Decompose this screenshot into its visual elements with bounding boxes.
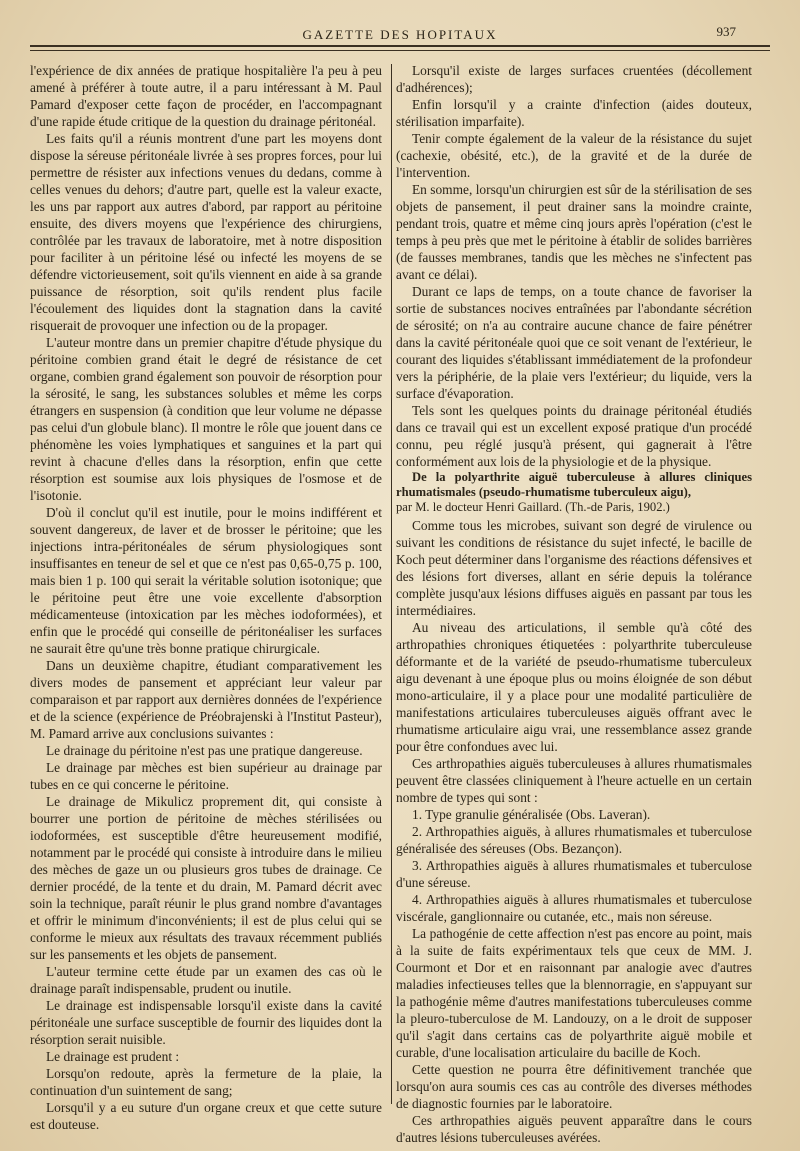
page-header [30,24,770,46]
page-number: 937 [716,24,736,39]
article-title: De la polyarthrite aiguë tuberculeuse à allures cliniques rhumatismales (pseudo-rhumatisme tuberculeux aigu), [396,470,752,499]
header-rule-thin [30,50,770,51]
column-divider [391,64,392,1104]
paragraph: Le drainage est indispensable lorsqu'il existe dans la cavité péritonéale une surface susceptible de fournir des liquides dont la résorption serait nuisible. [30,998,382,1047]
paragraph: Lorsqu'on redoute, après la fermeture de la plaie, la continuation d'un suintement de sang; [30,1066,382,1098]
paragraph: Comme tous les microbes, suivant son degré de virulence ou suivant les conditions de résistance du sujet infecté, le bacille de Koch peut déterminer dans l'organisme des réactions défensives et des lésions fort diverses, allant en série depuis la tolérance complète jusqu'aux lésions diffuses aiguës en passant par tous les intermédiaires. [396,518,752,618]
list-item: 4. Arthropathies aiguës à allures rhumatismales et tuberculose viscérale, ganglionnaire ou cutanée, etc., mais non séreuse. [396,892,752,924]
paragraph: Le drainage est prudent : [46,1049,180,1064]
paragraph: Cette question ne pourra être définitivement tranchée que lorsqu'on aura soumis ces cas au contrôle des diverses méthodes de diagnostic fournies par le laboratoire. [396,1062,752,1111]
list-item: 2. Arthropathies aiguës, à allures rhumatismales et tuberculose généralisée des séreuses (Obs. Bezançon). [396,824,752,856]
paragraph: Dans un deuxième chapitre, étudiant comparativement les divers modes de pansement et appréciant leur valeur par comparaison et par rapport aux dernières données de l'expérience et de la science (expérience de Préobrajenski à l'Institut Pasteur), M. Pamard arrive aux conclusions suivantes : [30,658,382,741]
paragraph: Ces arthropathies aiguës tuberculeuses à allures rhumatismales peuvent être classées cliniquement à l'heure actuelle en un certain nombre de types qui sont : [396,756,752,805]
paragraph: Durant ce laps de temps, on a toute chance de favoriser la sortie de substances nocives entraînées par l'abondante sécrétion de sérosité; on n'a au contraire aucune chance de faire pénétrer dans la cavité péritonéale quoi que ce soit venant de l'extérieur, le courant des liquides s'établissant immédiatement de la profondeur vers la périphérie, de la plaie vers l'extérieur; du liquide, vers la surface d'évaporation. [396,284,752,401]
paragraph: Lorsqu'il existe de larges surfaces cruentées (décollement d'adhérences); [396,63,752,95]
paragraph: Le drainage du péritoine n'est pas une pratique dangereuse. [46,743,363,758]
paragraph: Les faits qu'il a réunis montrent d'une part les moyens dont dispose la séreuse péritonéale livrée à ses propres forces, pour lui permettre de résister aux infections venues du dedans, comme à celles venues du dehors; d'autre part, quelle est la valeur exacte, les uns par rapport aux autres d'abord, par rapport au péritoine ensuite, des divers moyens que l'expérience des chirurgiens, contrôlée par les travaux de laboratoire, met à notre disposition pour faciliter à un péritoine lésé ou infecté les moyens de se défendre victorieusement, soit qu'ils viennent en aide à sa grande puissance de résorption, soit qu'ils rendent plus facile l'écoulement des liquides dont la stagnation dans la cavité risquerait de provoquer une infection ou de la propager. [30,131,382,333]
paragraph: L'auteur montre dans un premier chapitre d'étude physique du péritoine combien grand était le degré de résistance de cet organe, combien grand également son pouvoir de résorption pour la sérosité, le sang, les substances solubles et même les corps étrangers en suspension (à condition que leur volume ne dépasse pas celui d'un globule blanc). Il montre le rôle que jouent dans ce phénomène les voies lymphatiques et sanguines et la part qui revint à chacune d'elles dans la résorption, enfin que cette résorption est soumise aux lois physiques de l'osmose et de l'isotonie. [30,335,382,503]
paragraph: Tenir compte également de la valeur de la résistance du sujet (cachexie, obésité, etc.), de la gravité et de la durée de l'intervention. [396,131,752,180]
header-rule-thick [30,45,770,47]
paragraph: Au niveau des articulations, il semble qu'à côté des arthropathies chroniques étiquetées : polyarthrite tuberculeuse déformante et de la variété de pseudo-rhumatisme tuberculeux aigu devenant à une époque plus ou moins éloignée de son début mono-articulaire, il y a place pour une modalité particulière de manifestations articulaires tuberculeuses aiguës offrant avec le rhumatisme articulaire aigu vrai, une ressemblance assez grande pour être confondues avec lui. [396,620,752,754]
list-item: 1. Type granulie généralisée (Obs. Laveran). [412,807,651,822]
publication-title: GAZETTE DES HOPITAUX [302,27,498,42]
right-column [396,62,752,1145]
paragraph: Le drainage par mèches est bien supérieur au drainage par tubes en ce qui concerne le péritoine. [30,760,382,792]
left-column [30,62,382,1132]
paragraph: D'où il conclut qu'il est inutile, pour le moins indifférent et souvent dangereux, de laver et de brosser le péritoine; que les injections intra-péritonéales de sérum physiologiques sont insuffisantes en teneur de sel et que ce n'est pas 0,65-0,75 p. 100, mais bien 1 p. 100 qui serait la véritable solution isotonique; que le péritoine peut être une voie excellente d'absorption médicamenteuse (intoxication par les mèches iodoformées), et enfin que le procédé qui conseille de péritonéaliser les surfaces ne saurait être qu'une très bonne pratique chirurgicale. [30,505,382,656]
paragraph: Tels sont les quelques points du drainage péritonéal étudiés dans ce travail qui est un excellent exposé pratique d'un procédé connu, peu réglé jusqu'à présent, qui gagnerait à l'être conformément aux lois de la physiologie et de la physique. [396,403,752,469]
paragraph: La pathogénie de cette affection n'est pas encore au point, mais à la suite de faits expérimentaux tels que ceux de MM. J. Courmont et Dor et en raisonnant par analogie avec d'autres maladies infectieuses telles que la blennorragie, en s'appuyant sur la pathogénie même d'autres manifestations tuberculeuses comme la pleuro-tuberculose de M. Landouzy, on a le droit de supposer qu'il s'agit dans certains cas de polyarthrite aiguë mobile et curable, d'une localisation articulaire du bacille de Koch. [396,926,752,1060]
list-item: 3. Arthropathies aiguës à allures rhumatismales et tuberculose d'une séreuse. [396,858,752,890]
paragraph: L'auteur termine cette étude par un examen des cas où le drainage paraît indispensable, prudent ou inutile. [30,964,382,996]
paragraph: Lorsqu'il y a eu suture d'un organe creux et que cette suture est douteuse. [30,1100,382,1132]
paragraph: Enfin lorsqu'il y a crainte d'infection (aides douteux, stérilisation imparfaite). [396,97,752,129]
paragraph: En somme, lorsqu'un chirurgien est sûr de la stérilisation de ses objets de pansement, il peut drainer sans la moindre crainte, pendant trois, quatre et même cinq jours après l'opération (c'est le temps à peu près que met le péritoine à établir de solides barrières (de fausses membranes, tandis que les mèches ne s'infectent pas avant ce délai). [396,182,752,282]
paragraph: Le drainage de Mikulicz proprement dit, qui consiste à bourrer une portion de péritoine de mèches stérilisées ou iodoformées, est susceptible d'être heureusement modifié, notamment par le procédé qui consiste à introduire dans le milieu des mèches de gaze un ou plusieurs gros tubes de drainage. Ce dernier procédé, de la tente et du drain, M. Pamard décrit avec soin la technique, paraît réunir le plus grand nombre d'avantages et offrir le minimum d'inconvénients; il est de plus celui qui se conforme le mieux aux résultats des travaux récemment publiés sur les pansements et les objets de pansement. [30,794,382,962]
article-byline: par M. le docteur Henri Gaillard. (Th.-de Paris, 1902.) [396,500,670,514]
article-heading [396,470,752,515]
paragraph: Ces arthropathies aiguës peuvent apparaître dans le cours d'autres lésions tuberculeuses avérées. [396,1113,752,1145]
paragraph: l'expérience de dix années de pratique hospitalière l'a peu à peu amené à préférer à toute autre, il a paru intéressant à M. Paul Pamard d'exposer cette façon de procéder, en l'accompagnant d'une rapide étude critique de la question du drainage péritonéal. [30,63,382,129]
